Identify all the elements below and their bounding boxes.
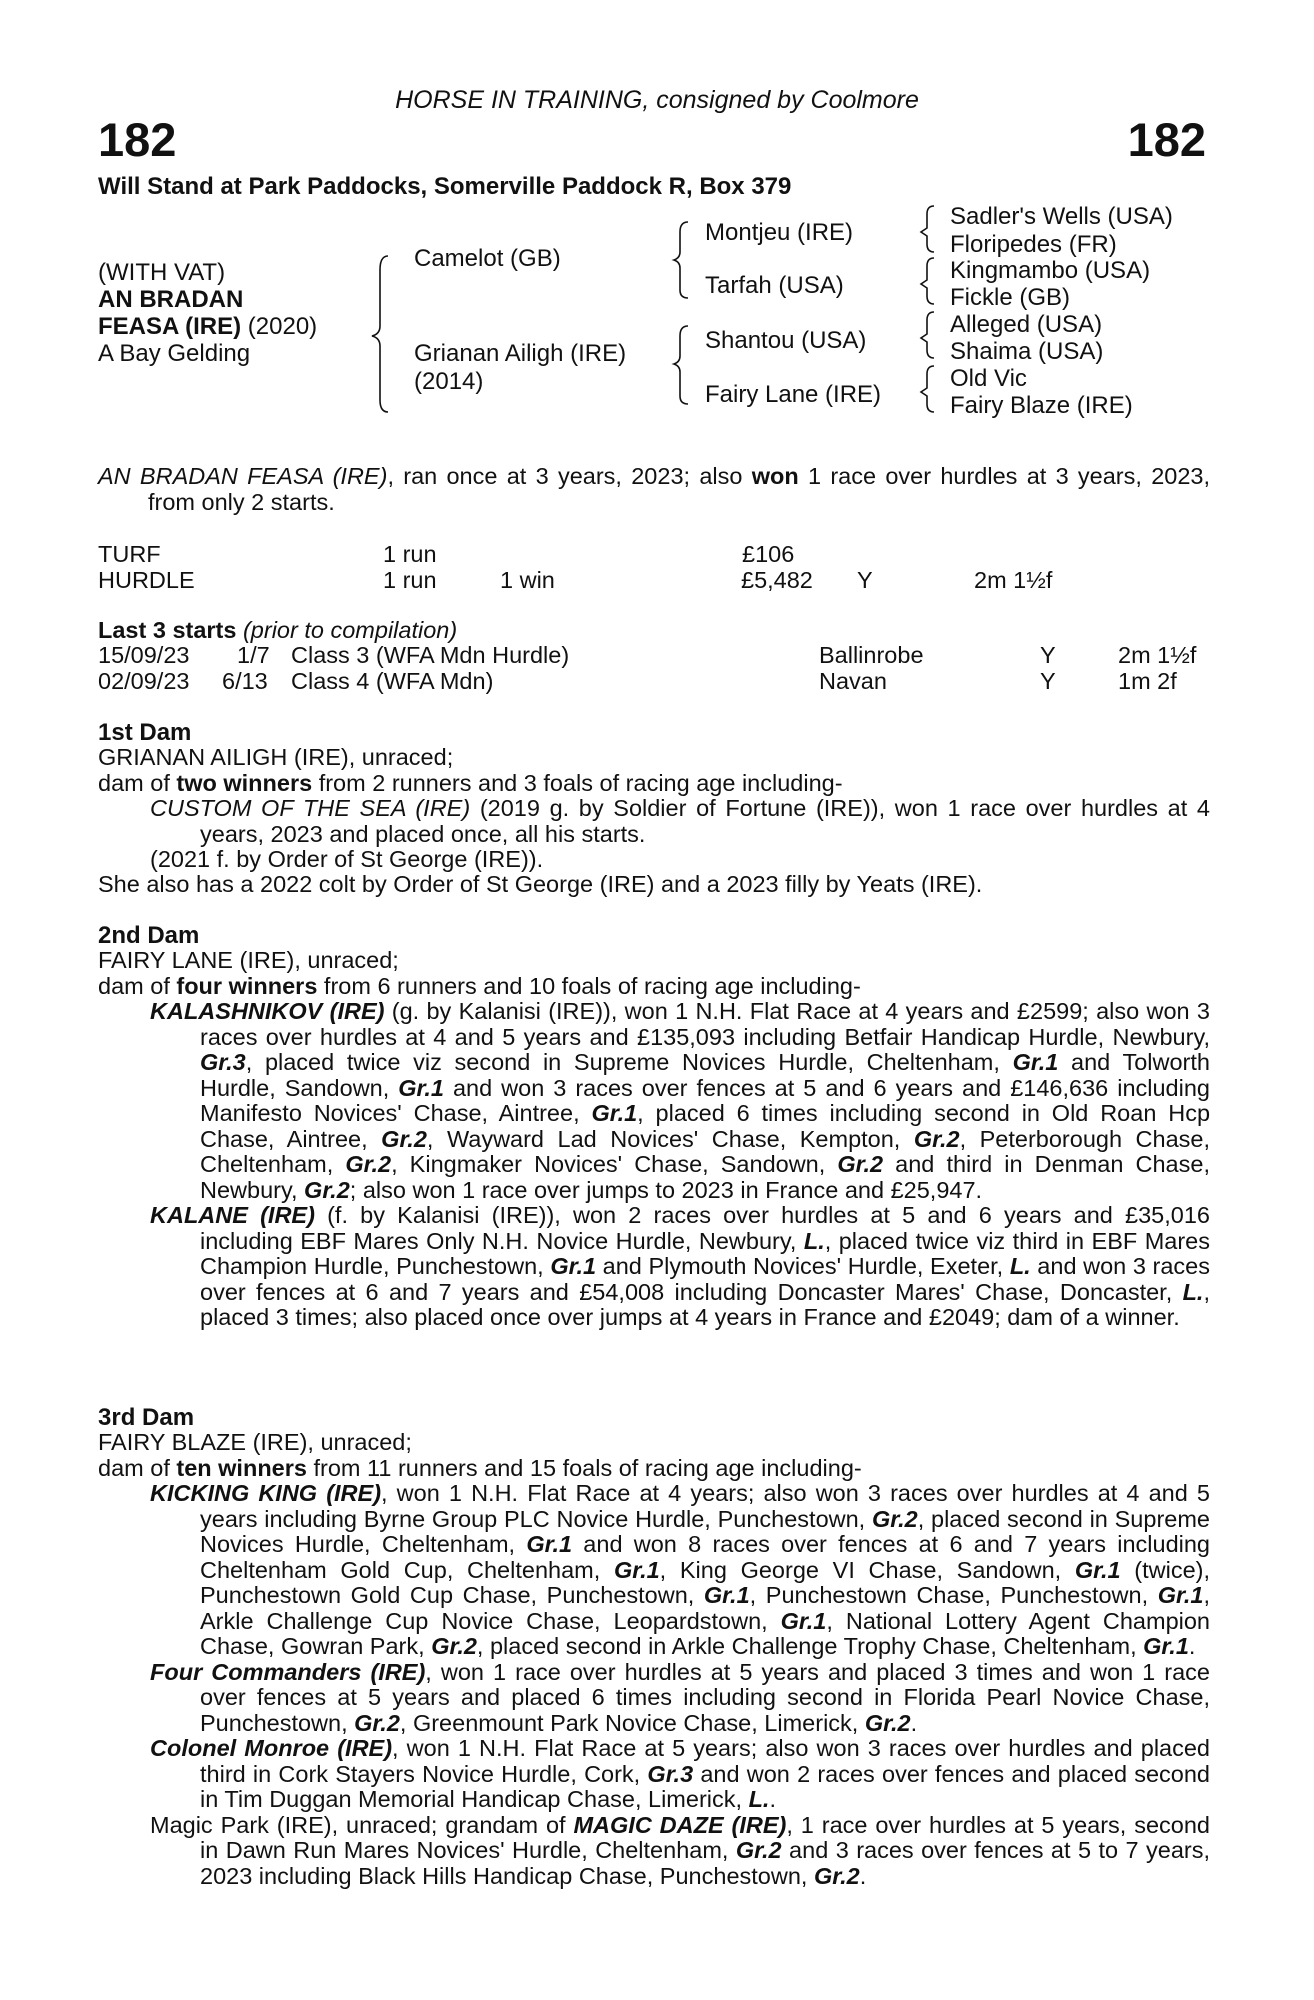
vat-note: (WITH VAT)	[98, 259, 226, 286]
horse-summary: AN BRADAN FEASA (IRE), ran once at 3 years, 2023; also won 1 race over hurdles at 3 years, 2023, from only 2 starts.	[98, 463, 1211, 515]
g3-7: Fairy Blaze (IRE)	[950, 392, 1133, 419]
summary-runs-0: 1 run	[383, 541, 437, 567]
summary-flag-1: Y	[857, 567, 873, 593]
dam-sire: Shantou (USA)	[705, 327, 867, 354]
summary-prize-1: £5,482	[741, 567, 813, 593]
horse-name-line2: FEASA (IRE) (2020)	[98, 313, 318, 340]
g3-3: Fickle (GB)	[950, 284, 1070, 311]
entry-four-commanders: Four Commanders (IRE), won 1 race over hurdles at 5 years and placed 3 times and won 1 race over fences at 5 years and placed 6 times including second in Florida Pearl Novice Chase, Punchestown, Gr.2, Greenmount Park Novice Chase, Limerick, Gr.2.	[150, 1658, 1210, 1736]
third-dam-produce	[150, 1481, 1210, 1889]
entry-kicking-king: KICKING KING (IRE), won 1 N.H. Flat Race at 4 years; also won 3 races over hurdles at 4 and 5 years including Byrne Group PLC Novice Hurdle, Punchestown, Gr.2, placed second in Supreme Novices Hurdle, Cheltenham, Gr.1 and won 8 races over fences at 6 and 7 years including Cheltenham Gold Cup, Cheltenham, Gr.1, King George VI Chase, Sandown, Gr.1 (twice), Punchestown Gold Cup Chase, Punchestown, Gr.1, Punchestown Chase, Punchestown, Gr.1, Arkle Challenge Cup Novice Chase, Leopardstown, Gr.1, National Lottery Agent Champion Chase, Gowran Park, Gr.2, placed second in Arkle Challenge Trophy Chase, Cheltenham, Gr.1.	[150, 1480, 1211, 1659]
second-dam-produce	[150, 999, 1210, 1331]
brace-sire	[674, 222, 688, 298]
first-dam-note: She also has a 2022 colt by Order of St George (IRE) and a 2023 filly by Yeats (IRE).	[98, 871, 983, 897]
summary-dist-1: 2m 1½f	[974, 567, 1053, 593]
second-dam-section: FAIRY LANE (IRE), unraced; dam of four winners from 6 runners and 10 foals of racing age including-	[98, 947, 861, 999]
third-dam-heading: 3rd Dam	[98, 1404, 195, 1431]
summary-runs-1: 1 run	[383, 567, 437, 593]
entry-kalane: KALANE (IRE) (f. by Kalanisi (IRE)), won 2 races over hurdles at 5 and 6 years and £35,016 including EBF Mares Only N.H. Novice Hurdle, Newbury, L., placed twice viz third in EBF Mares Champion Hurdle, Punchestown, Gr.1 and Plymouth Novices' Hurdle, Exeter, L. and won 3 races over fences at 6 and 7 years and £54,008 including Doncaster Mares' Chase, Doncaster, L., placed 3 times; also placed once over jumps at 4 years in France and £2049; dam of a winner.	[150, 1202, 1211, 1330]
dam-year: (2014)	[414, 368, 484, 395]
third-dam-section: FAIRY BLAZE (IRE), unraced; dam of ten winners from 11 runners and 15 foals of racing age including-	[98, 1429, 862, 1481]
brace-g3-4	[921, 366, 934, 412]
first-dam-heading: 1st Dam	[98, 719, 192, 746]
second-dam-heading: 2nd Dam	[98, 922, 200, 949]
start-race-1: Class 4 (WFA Mdn)	[291, 668, 494, 694]
brace-dam	[674, 326, 688, 404]
start-course-0: Ballinrobe	[819, 642, 924, 668]
first-dam-section: GRIANAN AILIGH (IRE), unraced; dam of two winners from 2 runners and 3 foals of racing age including-	[98, 744, 843, 796]
g3-0: Sadler's Wells (USA)	[950, 203, 1173, 230]
sire-dam: Tarfah (USA)	[705, 272, 844, 299]
entry-colonel-monroe: Colonel Monroe (IRE), won 1 N.H. Flat Race at 5 years; also won 3 races over hurdles and placed third in Cork Stayers Novice Hurdle, Cork, Gr.3 and won 2 races over fences and placed second in Tim Duggan Memorial Handicap Chase, Limerick, L..	[150, 1735, 1211, 1812]
horse-description: A Bay Gelding	[98, 340, 251, 367]
lot-number-left: 182	[98, 113, 177, 166]
sire: Camelot (GB)	[414, 245, 561, 272]
start-pos-1: 6/13	[222, 668, 268, 694]
g3-2: Kingmambo (USA)	[950, 257, 1151, 284]
summary-type-1: HURDLE	[98, 567, 195, 593]
brace-sire-dam	[372, 256, 388, 412]
brace-g3-3	[921, 312, 934, 358]
entry-magic-park: Magic Park (IRE), unraced; grandam of MAGIC DAZE (IRE), 1 race over hurdles at 5 years, second in Dawn Run Mares Novices' Hurdle, Cheltenham, Gr.2 and 3 races over fences at 5 to 7 years, 2023 including Black Hills Handicap Chase, Punchestown, Gr.2.	[150, 1811, 1210, 1889]
g3-1: Floripedes (FR)	[950, 231, 1117, 258]
sire-sire: Montjeu (IRE)	[705, 219, 854, 246]
g3-5: Shaima (USA)	[950, 338, 1104, 365]
g3-6: Old Vic	[950, 365, 1027, 392]
dam-dam: Fairy Lane (IRE)	[705, 381, 882, 408]
g3-4: Alleged (USA)	[950, 311, 1103, 338]
last-starts-heading: Last 3 starts (prior to compilation)	[98, 617, 458, 643]
start-date-1: 02/09/23	[98, 668, 190, 694]
lot-number-right: 182	[1127, 113, 1206, 166]
stand-location: Will Stand at Park Paddocks, Somerville Paddock R, Box 379	[98, 173, 792, 200]
brace-g3-1	[921, 206, 934, 252]
dam: Grianan Ailigh (IRE)	[414, 340, 627, 367]
summary-type-0: TURF	[98, 541, 161, 567]
horse-name-line1: AN BRADAN	[98, 286, 244, 313]
start-dist-1: 1m 2f	[1118, 668, 1177, 694]
start-race-0: Class 3 (WFA Mdn Hurdle)	[291, 642, 570, 668]
brace-g3-2	[921, 258, 934, 304]
entry-kalashnikov: KALASHNIKOV (IRE) (g. by Kalanisi (IRE)), won 1 N.H. Flat Race at 4 years and £2599; also won 3 races over hurdles at 4 and 5 years and £135,093 including Betfair Handicap Hurdle, Newbury, Gr.3, placed twice viz second in Supreme Novices Hurdle, Cheltenham, Gr.1 and Tolworth Hurdle, Sandown, Gr.1 and won 3 races over fences at 5 and 6 years and £146,636 including Manifesto Novices' Chase, Aintree, Gr.1, placed 6 times including second in Old Roan Hcp Chase, Aintree, Gr.2, Wayward Lad Novices' Chase, Kempton, Gr.2, Peterborough Chase, Cheltenham, Gr.2, Kingmaker Novices' Chase, Sandown, Gr.2 and third in Denman Chase, Newbury, Gr.2; also won 1 race over jumps to 2023 in France and £25,947.	[150, 998, 1211, 1203]
summary-wins-1: 1 win	[500, 567, 555, 593]
first-dam-produce: CUSTOM OF THE SEA (IRE) (2019 g. by Soldier of Fortune (IRE)), won 1 race over hurdles at 4 years, 2023 and placed once, all his starts. (2021 f. by Order of St George (IRE)).	[150, 795, 1210, 872]
start-pos-0: 1/7	[237, 642, 270, 668]
start-dist-0: 2m 1½f	[1118, 642, 1197, 668]
summary-prize-0: £106	[742, 541, 795, 567]
start-flag-1: Y	[1040, 668, 1056, 694]
start-course-1: Navan	[819, 668, 887, 694]
consignor-line: HORSE IN TRAINING, consigned by Coolmore	[395, 86, 919, 114]
start-date-0: 15/09/23	[98, 642, 190, 668]
start-flag-0: Y	[1040, 642, 1056, 668]
